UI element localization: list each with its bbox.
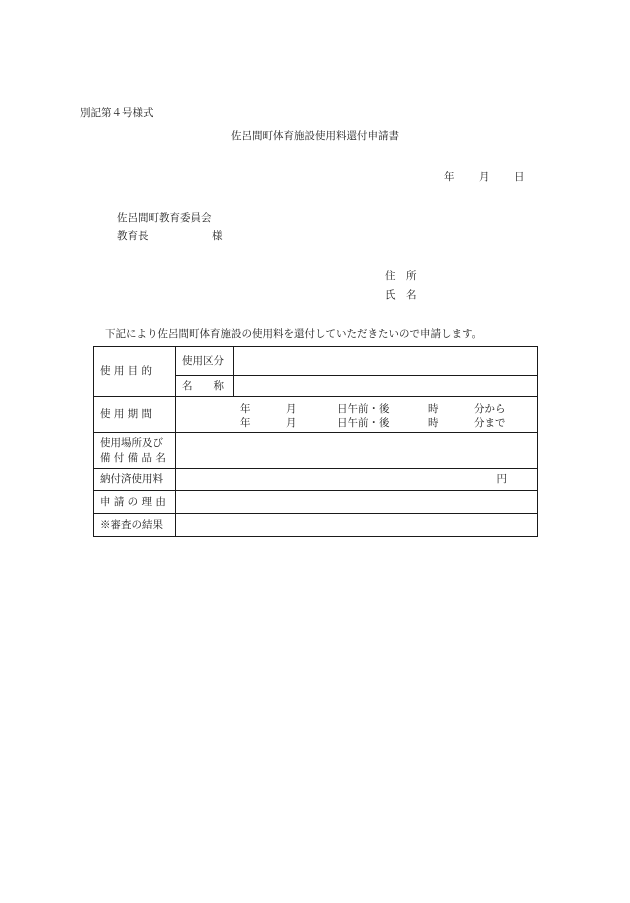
addressee-organization: 佐呂間町教育委員会 bbox=[117, 212, 212, 224]
place-label-line2: 備 付 備 品 名 bbox=[100, 451, 166, 464]
place-field[interactable] bbox=[176, 433, 538, 469]
table-row bbox=[94, 469, 538, 491]
period-end-day-ampm: 日午前・後 bbox=[337, 416, 390, 429]
table-row bbox=[94, 397, 538, 433]
table-row bbox=[94, 514, 538, 537]
period-field[interactable] bbox=[176, 397, 538, 433]
date-year-label: 年 bbox=[444, 171, 455, 183]
period-end-line bbox=[182, 415, 537, 429]
table-row bbox=[94, 491, 538, 514]
facility-name-label: 名 称 bbox=[176, 376, 234, 397]
page-title: 佐呂間町体育施設使用料還付申請書 bbox=[231, 130, 399, 142]
application-table bbox=[93, 346, 538, 537]
period-start-line bbox=[182, 401, 537, 415]
period-start-month: 月 bbox=[286, 402, 297, 415]
table-row bbox=[94, 347, 538, 376]
category-field[interactable] bbox=[234, 347, 538, 376]
period-end-year: 年 bbox=[240, 416, 251, 429]
addressee-title: 教育長 bbox=[117, 230, 149, 242]
period-end-suffix: 分まで bbox=[474, 416, 506, 429]
reason-label: 申 請 の 理 由 bbox=[94, 491, 176, 514]
result-label: ※審査の結果 bbox=[94, 514, 176, 537]
period-label: 使 用 期 間 bbox=[94, 397, 176, 433]
yen-unit: 円 bbox=[496, 473, 507, 486]
facility-name-field[interactable] bbox=[234, 376, 538, 397]
period-end-month: 月 bbox=[286, 416, 297, 429]
applicant-name-label: 氏 名 bbox=[385, 289, 417, 301]
purpose-label: 使 用 目 的 bbox=[94, 347, 176, 397]
date-month-label: 月 bbox=[479, 171, 490, 183]
place-label-line1: 使用場所及び bbox=[100, 437, 163, 450]
category-label: 使用区分 bbox=[176, 347, 234, 376]
period-start-day-ampm: 日午前・後 bbox=[337, 402, 390, 415]
applicant-address-label: 住 所 bbox=[385, 270, 417, 282]
result-field[interactable] bbox=[176, 514, 538, 537]
form-number: 別記第４号様式 bbox=[80, 107, 154, 119]
fee-label: 納付済使用料 bbox=[94, 469, 176, 491]
intro-text: 下記により佐呂間町体育施設の使用料を還付していただきたいので申請します。 bbox=[105, 328, 483, 340]
period-start-year: 年 bbox=[240, 402, 251, 415]
place-label bbox=[94, 433, 176, 469]
period-start-suffix: 分から bbox=[474, 402, 506, 415]
reason-field[interactable] bbox=[176, 491, 538, 514]
period-start-hour: 時 bbox=[428, 402, 439, 415]
period-end-hour: 時 bbox=[428, 416, 439, 429]
addressee-honorific: 様 bbox=[212, 230, 223, 242]
date-day-label: 日 bbox=[514, 171, 525, 183]
table-row bbox=[94, 433, 538, 469]
fee-field[interactable] bbox=[176, 469, 538, 491]
